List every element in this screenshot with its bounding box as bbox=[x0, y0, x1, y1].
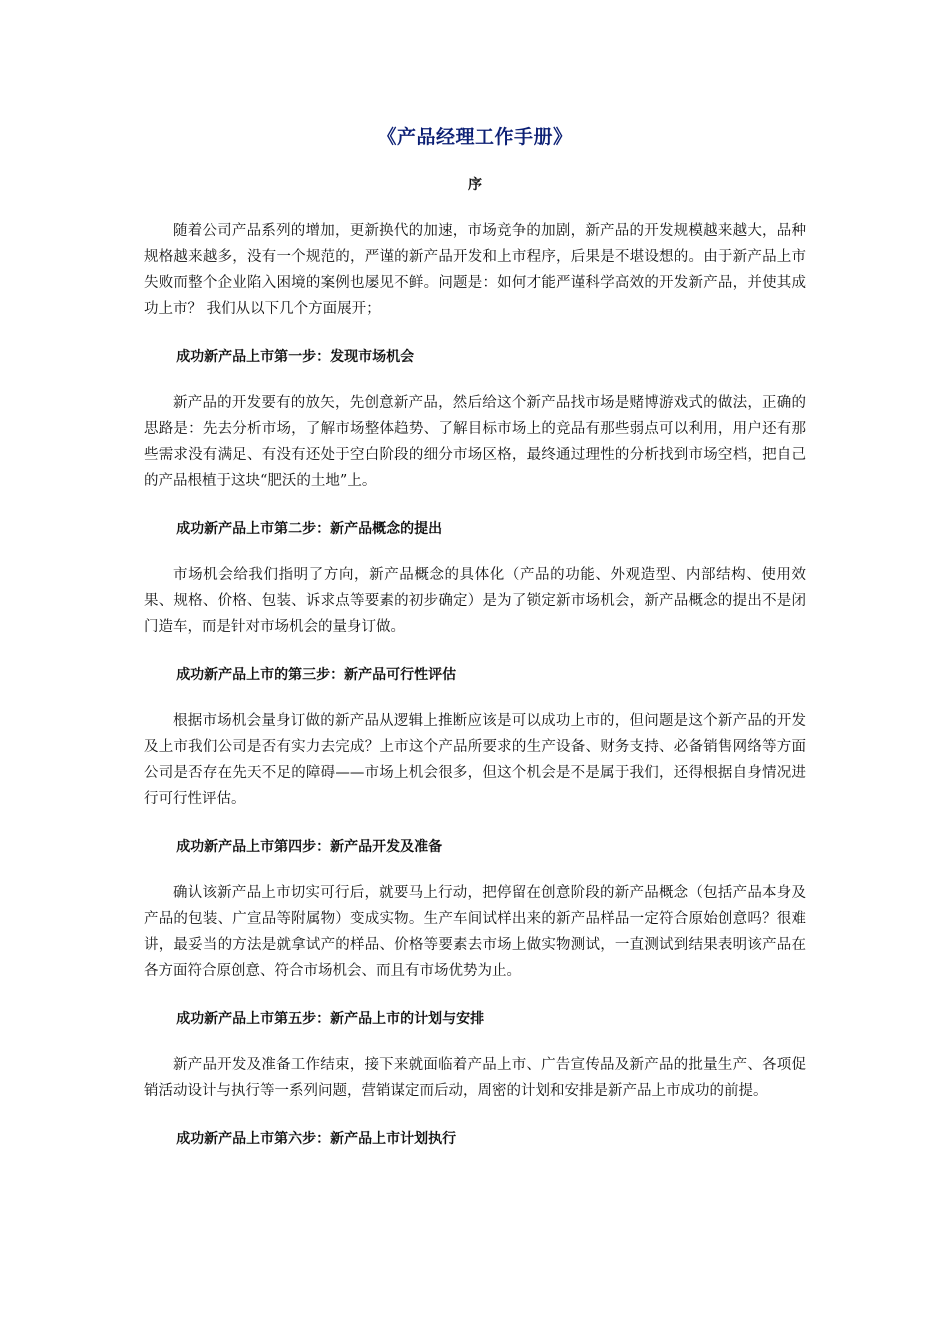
step-6-heading: 成功新产品上市第六步：新产品上市计划执行 bbox=[176, 1131, 457, 1147]
step-2-paragraph: 市场机会给我们指明了方向，新产品概念的具体化（产品的功能、外观造型、内部结构、使用效果、规格、价格、包装、诉求点等要素的初步确定）是为了锁定新市场机会，新产品概念的提出不是闭门造车，而是针对市场机会的量身订做。 bbox=[144, 567, 806, 635]
step-1-paragraph: 新产品的开发要有的放矢，先创意新产品，然后给这个新产品找市场是赌博游戏式的做法，正确的思路是：先去分析市场，了解市场整体趋势、了解目标市场上的竞品有那些弱点可以利用，用户还有那些需求没有满足、有没有还处于空白阶段的细分市场区格，最终通过理性的分析找到市场空档，把自己的产品根植于这块“肥沃的土地”上。 bbox=[144, 395, 806, 489]
step-2-heading: 成功新产品上市第二步：新产品概念的提出 bbox=[176, 521, 443, 537]
step-5-paragraph: 新产品开发及准备工作结束，接下来就面临着产品上市、广告宣传品及新产品的批量生产、各项促销活动设计与执行等一系列问题，营销谋定而后动，周密的计划和安排是新产品上市成功的前提。 bbox=[144, 1057, 806, 1099]
step-5-heading: 成功新产品上市第五步：新产品上市的计划与安排 bbox=[176, 1011, 485, 1027]
preface-heading: 序 bbox=[468, 177, 482, 193]
step-1-heading: 成功新产品上市第一步：发现市场机会 bbox=[176, 349, 415, 365]
step-3-heading: 成功新产品上市的第三步：新产品可行性评估 bbox=[176, 667, 457, 683]
step-4-heading: 成功新产品上市第四步：新产品开发及准备 bbox=[176, 839, 443, 855]
step-3-paragraph: 根据市场机会量身订做的新产品从逻辑上推断应该是可以成功上市的，但问题是这个新产品的开发及上市我们公司是否有实力去完成？上市这个产品所要求的生产设备、财务支持、必备销售网络等方面公司是否存在先天不足的障碍——市场上机会很多，但这个机会是不是属于我们，还得根据自身情况进行可行性评估。 bbox=[144, 713, 806, 807]
intro-paragraph: 随着公司产品系列的增加，更新换代的加速，市场竞争的加剧，新产品的开发规模越来越大，品种规格越来越多，没有一个规范的，严谨的新产品开发和上市程序，后果是不堪设想的。由于新产品上市失败而整个企业陷入困境的案例也屡见不鲜。问题是：如何才能严谨科学高效的开发新产品，并使其成功上市？ 我们从以下几个方面展开； bbox=[144, 223, 806, 317]
document-title: 《产品经理工作手册》 bbox=[377, 126, 573, 148]
document-body bbox=[144, 218, 806, 1152]
step-4-paragraph: 确认该新产品上市切实可行后，就要马上行动，把停留在创意阶段的新产品概念（包括产品本身及产品的包装、广宣品等附属物）变成实物。生产车间试样出来的新产品样品一定符合原始创意吗？很难讲，最妥当的方法是就拿试产的样品、价格等要素去市场上做实物测试，一直测试到结果表明该产品在各方面符合原创意、符合市场机会、而且有市场优势为止。 bbox=[144, 885, 806, 979]
